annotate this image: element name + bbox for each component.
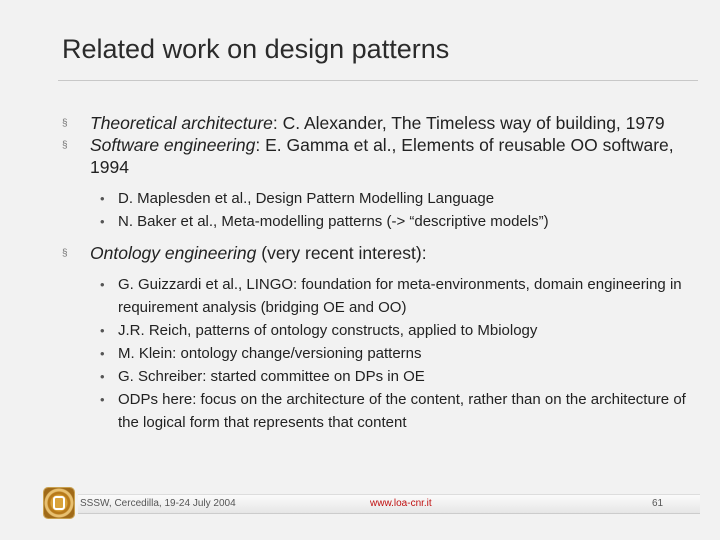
list-item: [60, 112, 700, 134]
slide-footer: [0, 484, 720, 524]
sub-item-text: M. Klein: ontology change/versioning patterns: [118, 345, 422, 362]
dot-bullet-icon: •: [100, 392, 105, 407]
sub-item-text: G. Guizzardi et al., LINGO: foundation for meta-environments, domain engineering in requirement analysis (bridging OE and OO): [118, 276, 682, 316]
sub-list-item: [60, 365, 700, 388]
square-bullet-icon: §: [62, 118, 68, 129]
sub-item-text: ODPs here: focus on the architecture of the content, rather than on the architecture of the logical form that represents that content: [118, 391, 686, 431]
dot-bullet-icon: •: [100, 369, 105, 384]
list-item: [60, 134, 700, 178]
dot-bullet-icon: •: [100, 277, 105, 292]
slide-content: [60, 112, 700, 443]
sub-list-item: [60, 342, 700, 365]
sub-list-item: [60, 273, 700, 319]
logo-mark: [53, 496, 65, 510]
square-bullet-icon: §: [62, 140, 68, 151]
dot-bullet-icon: •: [100, 191, 105, 206]
item-text: : C. Alexander, The Timeless way of building, 1979: [272, 113, 665, 133]
slide-title: Related work on design patterns: [62, 34, 450, 64]
sub-item-text: G. Schreiber: started committee on DPs in OE: [118, 368, 425, 385]
dot-bullet-icon: •: [100, 214, 105, 229]
item-emphasis: Software engineering: [90, 135, 256, 155]
sub-item-text: N. Baker et al., Meta-modelling patterns (-> “descriptive models”): [118, 213, 549, 230]
footer-url[interactable]: www.loa-cnr.it: [370, 498, 432, 509]
sub-list: [60, 187, 700, 233]
title-divider: [58, 80, 698, 81]
sub-list-item: [60, 210, 700, 233]
loa-logo-icon: [44, 488, 74, 518]
square-bullet-icon: §: [62, 248, 68, 259]
sub-item-text: D. Maplesden et al., Design Pattern Modelling Language: [118, 190, 495, 207]
dot-bullet-icon: •: [100, 323, 105, 338]
item-emphasis: Ontology engineering: [90, 243, 257, 263]
page-number: 61: [652, 498, 664, 509]
sub-list: [60, 273, 700, 434]
item-text: (very recent interest):: [256, 243, 427, 263]
sub-list-item: [60, 187, 700, 210]
item-text: : E. Gamma et al., Elements of reusable OO software, 1994: [90, 135, 674, 177]
sub-item-text: J.R. Reich, patterns of ontology constructs, applied to Mbiology: [118, 322, 538, 339]
dot-bullet-icon: •: [100, 346, 105, 361]
sub-list-item: [60, 319, 700, 342]
list-item: [60, 242, 700, 264]
sub-list-item: [60, 388, 700, 434]
footer-event: SSSW, Cercedilla, 19-24 July 2004: [80, 498, 236, 509]
item-emphasis: Theoretical architecture: [90, 113, 273, 133]
